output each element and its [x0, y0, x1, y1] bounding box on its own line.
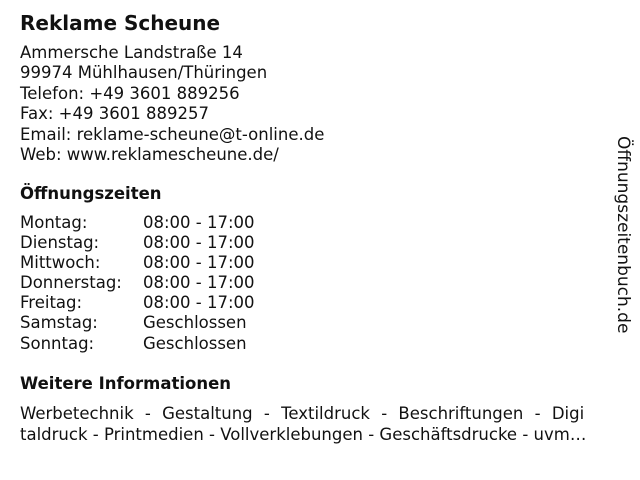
- hours-row-monday: [20, 213, 320, 233]
- day-hours: 08:00 - 17:00: [143, 213, 255, 232]
- site-watermark: Öffnungszeitenbuch.de: [613, 136, 633, 334]
- hours-row-wednesday: [20, 253, 320, 273]
- contact-block: [20, 43, 324, 165]
- opening-hours-heading: Öffnungszeiten: [20, 184, 162, 203]
- day-label: Freitag:: [20, 293, 83, 313]
- hours-row-friday: [20, 293, 320, 313]
- opening-hours-table: [20, 213, 320, 354]
- phone-number: Telefon: +49 3601 889256: [20, 83, 240, 103]
- fax-number: Fax: +49 3601 889257: [20, 104, 209, 124]
- services-line-1: Werbetechnik - Gestaltung - Textildruck - Beschriftungen - Digi: [20, 404, 585, 423]
- day-label: Samstag:: [20, 313, 98, 333]
- day-hours: 08:00 - 17:00: [143, 233, 255, 253]
- hours-row-sunday: [20, 334, 320, 354]
- business-name: Reklame Scheune: [20, 11, 221, 35]
- day-label: Montag:: [20, 213, 88, 232]
- address-city: 99974 Mühlhausen/Thüringen: [20, 63, 268, 83]
- email-address: Email: reklame-scheune@t-online.de: [20, 124, 325, 144]
- day-label: Sonntag:: [20, 333, 95, 353]
- day-hours: Geschlossen: [143, 313, 247, 333]
- hours-row-tuesday: [20, 233, 320, 253]
- more-info-heading: Weitere Informationen: [20, 374, 232, 393]
- services-description: [20, 404, 620, 445]
- website-url: Web: www.reklamescheune.de/: [20, 145, 279, 165]
- hours-row-thursday: [20, 273, 320, 293]
- day-label: Mittwoch:: [20, 253, 101, 273]
- services-line-2: taldruck - Printmedien - Vollverklebungen - Geschäftsdrucke - uvm…: [20, 424, 587, 444]
- day-hours: Geschlossen: [143, 333, 247, 353]
- hours-row-saturday: [20, 313, 320, 333]
- day-label: Donnerstag:: [20, 273, 122, 293]
- address-street: Ammersche Landstraße 14: [20, 43, 243, 62]
- day-hours: 08:00 - 17:00: [143, 273, 255, 293]
- day-hours: 08:00 - 17:00: [143, 293, 255, 313]
- day-hours: 08:00 - 17:00: [143, 253, 255, 273]
- day-label: Dienstag:: [20, 233, 100, 253]
